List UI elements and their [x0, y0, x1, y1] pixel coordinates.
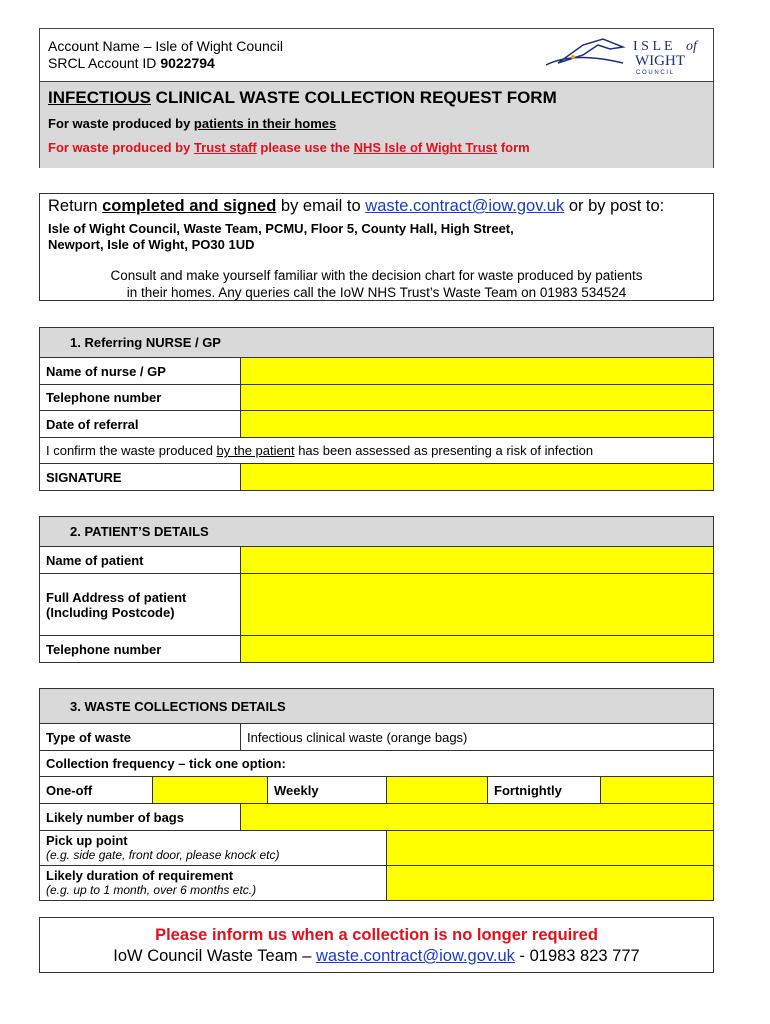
patient-address-field[interactable] [241, 574, 714, 636]
note-line-1: Consult and make yourself familiar with the decision chart for waste produced by patients [110, 268, 643, 283]
subtitle-patients [48, 116, 336, 131]
fortnightly-label: Fortnightly [488, 777, 601, 804]
patient-address-label [40, 574, 241, 636]
referral-date-label: Date of referral [40, 411, 241, 438]
pickup-label [40, 831, 387, 866]
oneoff-label: One-off [40, 777, 153, 804]
duration-field[interactable] [387, 866, 714, 901]
duration-label [40, 866, 387, 901]
address-label-line-1: Full Address of patient [46, 589, 187, 605]
footer-phone: - 01983 823 777 [514, 947, 640, 965]
waste-type-label: Type of waste [40, 724, 241, 751]
frequency-label: Collection frequency – tick one option: [40, 751, 714, 777]
srcl-id: 9022794 [160, 55, 215, 71]
patient-telephone-label: Telephone number [40, 636, 241, 663]
signature-label: SIGNATURE [40, 464, 241, 491]
waste-collection-section [39, 688, 714, 901]
return-line [48, 197, 664, 216]
form-title [48, 88, 557, 108]
pickup-label-text: Pick up point [46, 833, 128, 848]
waste-type-value: Infectious clinical waste (orange bags) [241, 724, 714, 751]
address-line-2: Newport, Isle of Wight, PO30 1UD [48, 237, 255, 252]
oneoff-checkbox[interactable] [153, 777, 268, 804]
postal-address [48, 221, 688, 253]
return-end: or by post to: [564, 197, 665, 215]
isle-of-wight-council-logo [528, 33, 708, 77]
patient-name-field[interactable] [241, 547, 714, 574]
return-instructions [39, 193, 714, 301]
section3-heading: 3. WASTE COLLECTIONS DETAILS [40, 689, 714, 724]
address-line-1: Isle of Wight Council, Waste Team, PCMU, Floor 5, County Hall, High Street, [48, 221, 514, 236]
return-email-link[interactable]: waste.contract@iow.gov.uk [365, 197, 565, 215]
consult-note [40, 267, 713, 301]
address-label-line-2: (Including Postcode) [46, 604, 175, 620]
sub1-pre: For waste produced by [48, 116, 194, 131]
title-area [40, 81, 713, 168]
section1-heading: 1. Referring NURSE / GP [40, 328, 714, 358]
pickup-field[interactable] [387, 831, 714, 866]
confirm-pre: I confirm the waste produced [46, 443, 217, 458]
return-mid: by email to [276, 197, 366, 215]
return-bold: completed and signed [102, 197, 277, 215]
risk-confirmation [40, 438, 714, 464]
patient-details-section [39, 516, 714, 663]
nurse-telephone-field[interactable] [241, 385, 714, 411]
weekly-label: Weekly [268, 777, 387, 804]
nurse-name-label: Name of nurse / GP [40, 358, 241, 385]
footer-team: IoW Council Waste Team – [113, 947, 316, 965]
confirm-end: has been assessed as presenting a risk of infection [294, 443, 594, 458]
sub2-trust-staff: Trust staff [193, 140, 257, 155]
logo-council-text: C O U N C I L [636, 70, 674, 76]
account-info [48, 38, 283, 72]
bags-label: Likely number of bags [40, 804, 241, 831]
form-header [39, 28, 714, 168]
logo-swoosh-icon [546, 57, 623, 65]
sub1-patients: patients in their homes [193, 116, 337, 131]
srcl-account-line [48, 55, 283, 72]
subtitle-trust-staff [48, 140, 530, 155]
title-underlined: INFECTIOUS [48, 88, 151, 107]
sub2-pre: For waste produced by [48, 140, 194, 155]
sub2-end: form [497, 140, 530, 155]
patient-name-label: Name of patient [40, 547, 241, 574]
weekly-checkbox[interactable] [387, 777, 488, 804]
duration-label-text: Likely duration of requirement [46, 868, 234, 883]
bags-field[interactable] [241, 804, 714, 831]
footer-contact [40, 947, 713, 966]
footer-email-link[interactable]: waste.contract@iow.gov.uk [315, 947, 515, 965]
logo-wight-text: WIGHT [635, 53, 685, 69]
note-line-2: in their homes. Any queries call the IoW NHS Trust’s Waste Team on 01983 534524 [126, 285, 627, 300]
referring-nurse-section [39, 327, 714, 491]
logo-isle-text: I S L E [633, 39, 673, 54]
signature-field[interactable] [241, 464, 714, 491]
logo-dot-icon [571, 55, 575, 59]
duration-hint: (e.g. up to 1 month, over 6 months etc.) [46, 883, 257, 897]
footer-alert: Please inform us when a collection is no longer required [155, 926, 598, 944]
referral-date-field[interactable] [241, 411, 714, 438]
logo-wing-icon [558, 39, 623, 63]
nhs-trust-form-link[interactable]: NHS Isle of Wight Trust [353, 140, 498, 155]
fortnightly-checkbox[interactable] [601, 777, 714, 804]
logo-of-text: of [686, 39, 697, 54]
nurse-name-field[interactable] [241, 358, 714, 385]
sub2-mid: please use the [256, 140, 354, 155]
return-pre: Return [48, 197, 103, 215]
srcl-label: SRCL Account ID [48, 55, 157, 71]
section2-heading: 2. PATIENT’S DETAILS [40, 517, 714, 547]
nurse-telephone-label: Telephone number [40, 385, 241, 411]
footer-notice [39, 917, 714, 973]
confirm-underlined: by the patient [216, 443, 295, 458]
patient-telephone-field[interactable] [241, 636, 714, 663]
account-name: Account Name – Isle of Wight Council [48, 38, 283, 54]
pickup-hint: (e.g. side gate, front door, please knock etc) [46, 848, 280, 862]
title-rest: CLINICAL WASTE COLLECTION REQUEST FORM [150, 88, 557, 107]
